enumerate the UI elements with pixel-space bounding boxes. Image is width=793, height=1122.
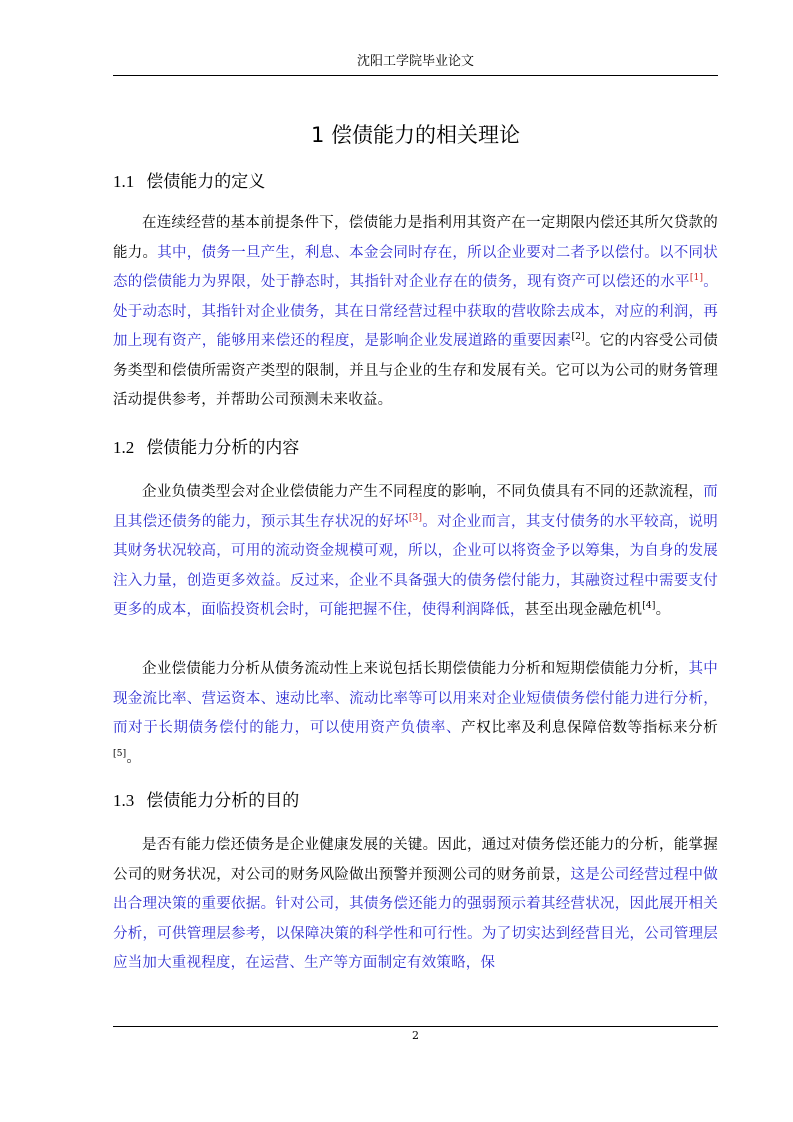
section-title-text: 偿债能力分析的内容 bbox=[146, 438, 300, 458]
header-title: 沈阳工学院毕业论文 bbox=[356, 54, 474, 69]
highlighted-text: 这是公司经营过程中做出合理决策的重要依据。针对公司，其债务偿还能力的强弱预示着其经营状况，因此展开相关分析，可供管理层参考，以保障决策的科学性和可行性。为了切实达到经营目光，公司管理层应当加大重视程度，在运营、生产等方面制定有效策略，保 bbox=[113, 866, 719, 971]
paragraph-1-3-1 bbox=[113, 831, 718, 979]
section-title-text: 偿债能力的定义 bbox=[146, 172, 266, 192]
highlighted-text: 其中现金流比率、营运资本、速动比率、流动比率等可以用来对企业短债债务偿付能力进行分析，而对于长期债务偿付的能力，可以使用资产负债率、 bbox=[113, 661, 718, 736]
chapter-title: 1 偿债能力的相关理论 bbox=[310, 123, 521, 147]
citation-ref: [5] bbox=[113, 748, 127, 759]
section-number: 1.3 bbox=[113, 791, 135, 810]
footer-divider bbox=[113, 1026, 718, 1027]
paragraph-1-2-1 bbox=[113, 478, 718, 626]
citation-ref: [2] bbox=[571, 332, 585, 343]
section-heading-1-3 bbox=[113, 789, 299, 813]
text-span: 企业偿债能力分析从债务流动性上来说包括长期偿债能力分析和短期偿债能力分析， bbox=[142, 661, 689, 677]
section-number: 1.1 bbox=[113, 172, 135, 191]
section-heading-1-2 bbox=[113, 436, 299, 460]
page-number: 2 bbox=[412, 1029, 419, 1042]
citation-ref: [1] bbox=[689, 273, 704, 284]
text-span: 产权比率及利息保障倍数等指标来分析 bbox=[461, 720, 718, 736]
highlighted-text: 。对企业而言，其支付债务的水平较高，说明其财务状况较高，可用的流动资金规模可观，所以，企业可以将资金予以筹集，为自身的发展注入力量，创造更多效益。反过来，企业不具备强大的债务偿付能力，其融资过程中需要支付更多的成本，面临投资机会时，可能把握不住，使得利润降低， bbox=[113, 513, 719, 618]
highlighted-text: 其中，债务一旦产生，利息、本金会同时存在，所以企业要对二者予以偿付。以不同状态的偿债能力为界限，处于静态时，其指针对企业存在的债务，现有资产可以偿还的水平 bbox=[113, 244, 718, 290]
paragraph-1-2-2 bbox=[113, 655, 718, 773]
section-title-text: 偿债能力分析的目的 bbox=[146, 791, 300, 811]
section-number: 1.2 bbox=[113, 438, 135, 457]
citation-ref: [4] bbox=[642, 601, 656, 612]
text-span: 甚至出现金融危机 bbox=[524, 602, 643, 618]
text-span: 是否有能力偿还债务是企业健康发展的关键。因此，通过对债务偿还能力的分析，能掌握公司的财务状况，对公司的财务风险做出预警并预测公司的财务前景， bbox=[113, 837, 718, 883]
section-heading-1-1 bbox=[113, 170, 265, 194]
paragraph-1-1-1 bbox=[113, 209, 718, 416]
citation-ref: [3] bbox=[408, 512, 423, 523]
highlighted-text: 。处于动态时，其指针对企业债务，其在日常经营过程中获取的营收除去成本，对应的利润，再加上现有资产，能够用来偿还的程度，是影响企业发展道路的重要因素 bbox=[113, 274, 719, 349]
text-span: 。 bbox=[126, 749, 142, 766]
highlighted-text: 而且其偿还债务的能力，预示其生存状况的好坏 bbox=[113, 484, 718, 530]
text-span: 企业负债类型会对企业偿债能力产生不同程度的影响，不同负债具有不同的还款流程， bbox=[142, 484, 704, 500]
text-span: 在连续经营的基本前提条件下，偿债能力是指利用其资产在一定期限内偿还其所欠贷款的能力。 bbox=[113, 215, 718, 261]
text-span: 。它的内容受公司债务类型和偿债所需资产类型的限制，并且与企业的生存和发展有关。它可以为公司的财务管理活动提供参考，并帮助公司预测未来收益。 bbox=[113, 333, 718, 408]
page-header bbox=[113, 52, 718, 76]
text-span: 。 bbox=[655, 602, 671, 618]
